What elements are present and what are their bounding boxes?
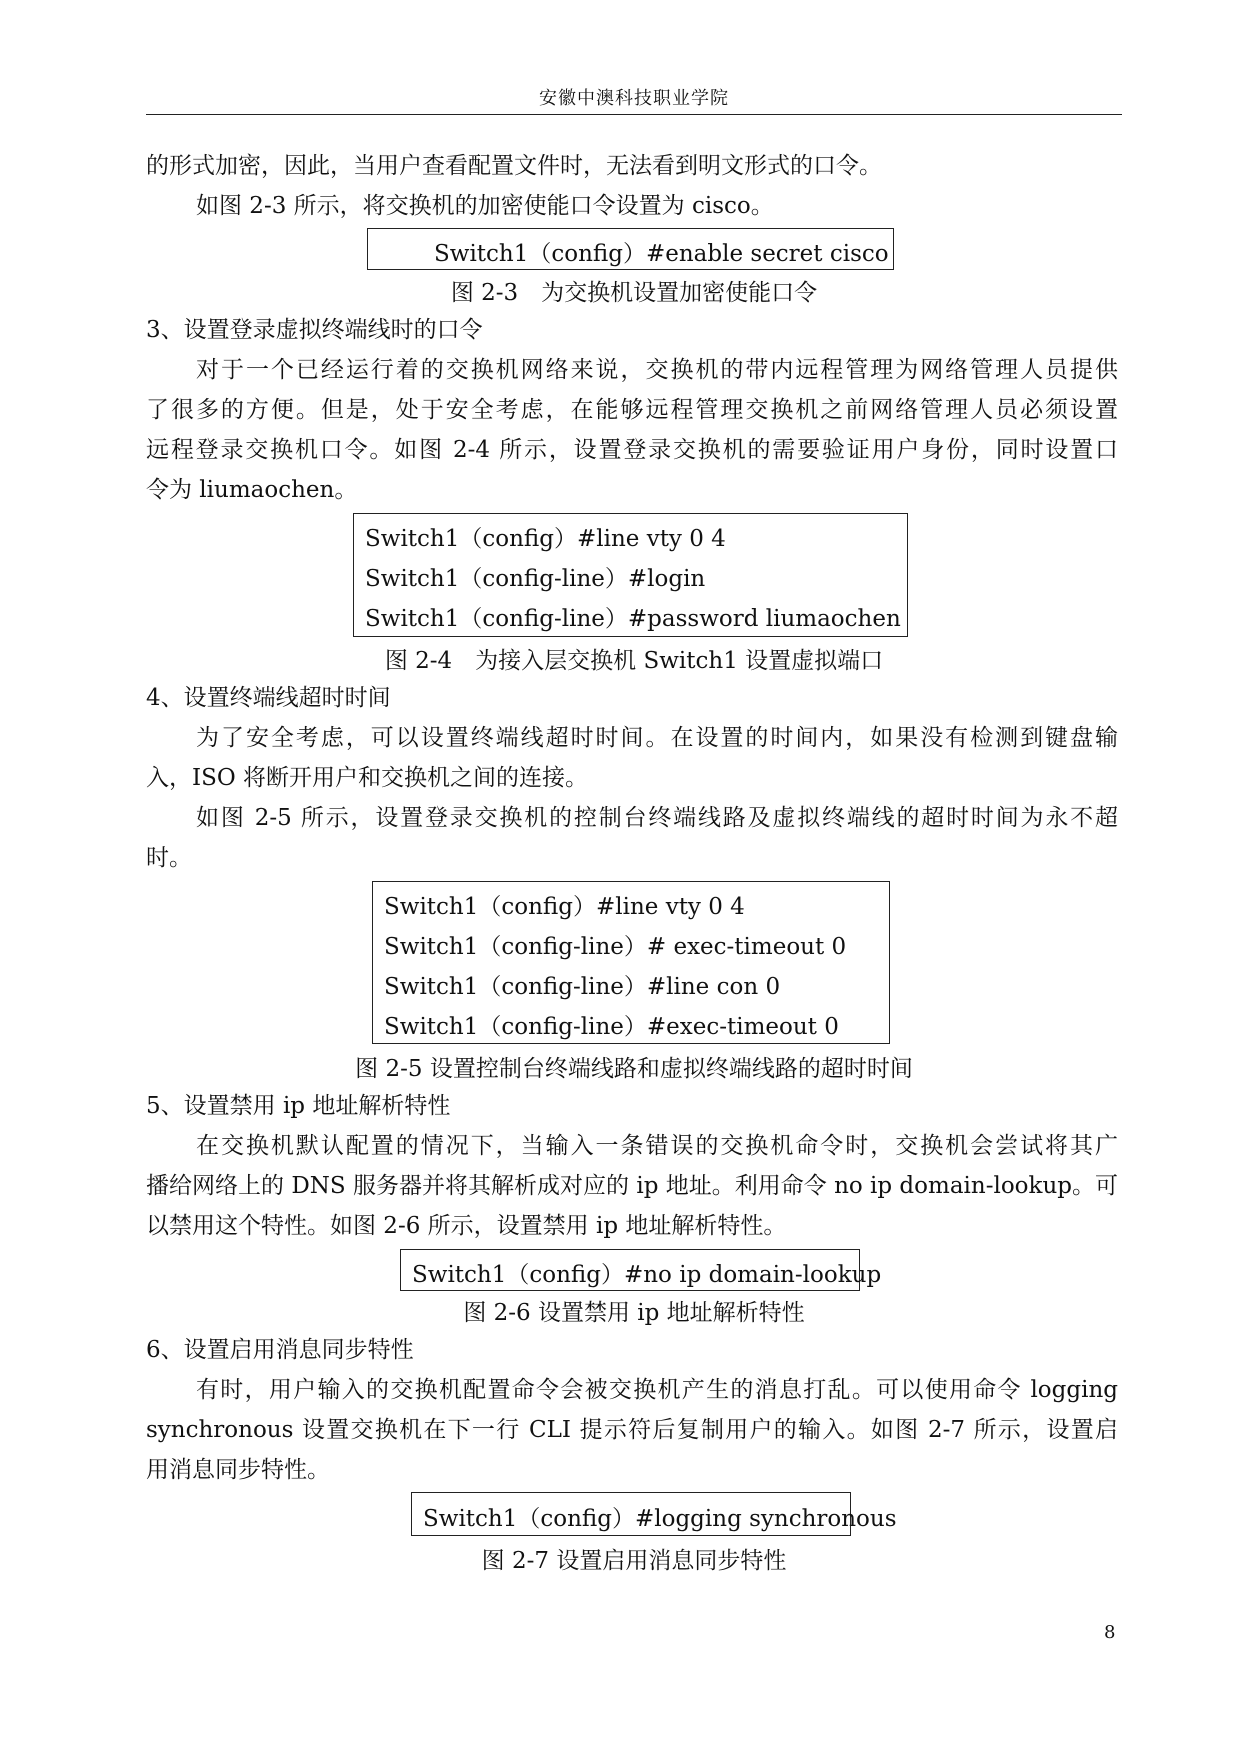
command-line: Switch1（config-line）#line con 0 bbox=[384, 974, 781, 1000]
command-line: Switch1（config）#no ip domain-lookup bbox=[412, 1262, 882, 1288]
body-text-line: 播给网络上的 DNS 服务器并将其解析成对应的 ip 地址。利用命令 no ip domain-lookup。可 bbox=[146, 1173, 1118, 1199]
figure-caption-2-3: 图 2-3 为交换机设置加密使能口令 bbox=[450, 280, 818, 306]
body-text-line: synchronous 设置交换机在下一行 CLI 提示符后复制用户的输入。如图 2-7 所示，设置启 bbox=[146, 1417, 1118, 1443]
figure-caption-2-5: 图 2-5 设置控制台终端线路和虚拟终端线路的超时时间 bbox=[355, 1056, 913, 1082]
figure-caption-2-7: 图 2-7 设置启用消息同步特性 bbox=[481, 1548, 787, 1574]
command-line: Switch1（config-line）#password liumaochen bbox=[365, 606, 901, 632]
body-text-line: 以禁用这个特性。如图 2-6 所示，设置禁用 ip 地址解析特性。 bbox=[146, 1213, 787, 1239]
command-box-2-6 bbox=[400, 1249, 882, 1291]
command-box-2-7 bbox=[411, 1492, 897, 1536]
body-text-line: 入，ISO 将断开用户和交换机之间的连接。 bbox=[146, 765, 589, 791]
command-box-2-3 bbox=[367, 228, 894, 270]
page-header: 安徽中澳科技职业学院 bbox=[539, 88, 729, 109]
command-line: Switch1（config）#logging synchronous bbox=[423, 1506, 897, 1532]
body-text-line: 如图 2-3 所示，将交换机的加密使能口令设置为 cisco。 bbox=[196, 193, 774, 219]
section-heading-4: 4、设置终端线超时时间 bbox=[146, 685, 391, 711]
body-text-line: 用消息同步特性。 bbox=[146, 1457, 330, 1483]
body-text-line: 对于一个已经运行着的交换机网络来说，交换机的带内远程管理为网络管理人员提供 bbox=[196, 357, 1118, 383]
header-rule bbox=[146, 114, 1122, 115]
command-box-2-4 bbox=[353, 513, 908, 637]
body-text-line: 如图 2-5 所示，设置登录交换机的控制台终端线路及虚拟终端线的超时时间为永不超 bbox=[196, 805, 1118, 831]
body-text-line: 有时，用户输入的交换机配置命令会被交换机产生的消息打乱。可以使用命令 logging bbox=[196, 1377, 1118, 1403]
page-number: 8 bbox=[1104, 1622, 1116, 1643]
section-heading-5: 5、设置禁用 ip 地址解析特性 bbox=[146, 1093, 451, 1119]
body-text-line: 远程登录交换机口令。如图 2-4 所示，设置登录交换机的需要验证用户身份，同时设置口 bbox=[146, 437, 1118, 463]
command-line: Switch1（config）#line vty 0 4 bbox=[384, 894, 745, 920]
command-line: Switch1（config-line）# exec-timeout 0 bbox=[384, 934, 847, 960]
command-line: Switch1（config-line）#exec-timeout 0 bbox=[384, 1014, 839, 1040]
command-line: Switch1（config）#line vty 0 4 bbox=[365, 526, 726, 552]
body-text-line: 为了安全考虑，可以设置终端线超时时间。在设置的时间内，如果没有检测到键盘输 bbox=[196, 725, 1118, 751]
section-heading-3: 3、设置登录虚拟终端线时的口令 bbox=[146, 317, 483, 343]
section-heading-6: 6、设置启用消息同步特性 bbox=[146, 1337, 414, 1363]
figure-caption-2-6: 图 2-6 设置禁用 ip 地址解析特性 bbox=[463, 1300, 805, 1326]
figure-caption-2-4: 图 2-4 为接入层交换机 Switch1 设置虚拟端口 bbox=[384, 648, 884, 674]
command-line: Switch1（config-line）#login bbox=[365, 566, 706, 592]
command-line: Switch1（config）#enable secret cisco bbox=[434, 241, 889, 267]
body-text-line: 令为 liumaochen。 bbox=[146, 477, 358, 503]
body-text-line: 的形式加密，因此，当用户查看配置文件时，无法看到明文形式的口令。 bbox=[146, 153, 882, 179]
body-text-line: 在交换机默认配置的情况下，当输入一条错误的交换机命令时，交换机会尝试将其广 bbox=[196, 1133, 1118, 1159]
command-box-2-5 bbox=[372, 881, 890, 1044]
body-text-line: 了很多的方便。但是，处于安全考虑，在能够远程管理交换机之前网络管理人员必须设置 bbox=[146, 397, 1118, 423]
body-text-line: 时。 bbox=[146, 845, 192, 871]
